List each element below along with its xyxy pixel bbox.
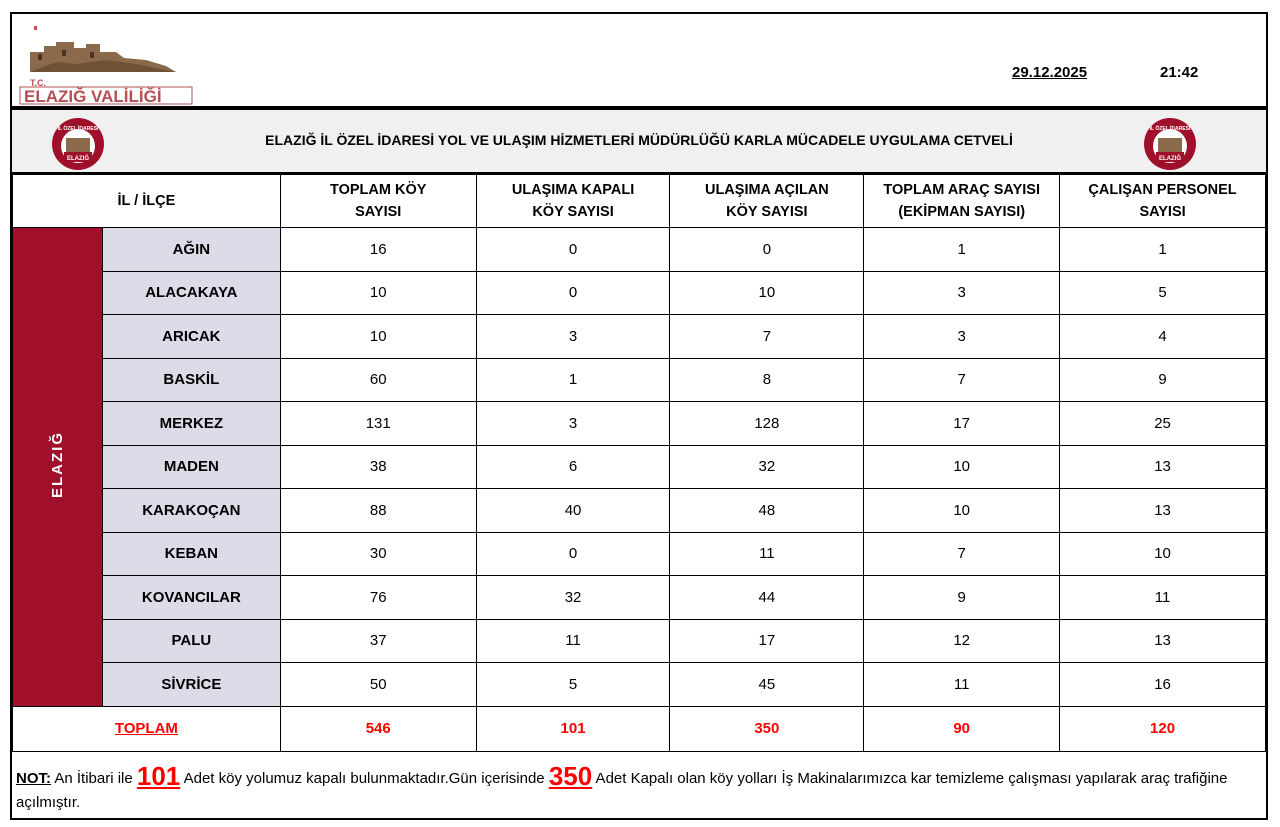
- cell-opened: 44: [670, 576, 864, 620]
- cell-opened: 11: [670, 532, 864, 576]
- table-row: [13, 402, 1266, 446]
- cell-opened: 10: [670, 271, 864, 315]
- cell-total: 10: [280, 271, 476, 315]
- total-vehicles-sum: 90: [864, 706, 1060, 751]
- cell-total: 88: [280, 489, 476, 533]
- header-il-ilce: İL / İLÇE: [13, 175, 281, 228]
- cell-staff: 5: [1060, 271, 1266, 315]
- cell-vehicles: 7: [864, 358, 1060, 402]
- note-text-3: Adet Kapalı olan köy yolları İş Makinalarımızca kar temizleme çalışması yapılarak araç trafiğine açılmıştır.: [16, 770, 1228, 811]
- note-opened-count: 350: [548, 761, 593, 791]
- report-time: 21:42: [1160, 64, 1199, 81]
- table-row: [13, 576, 1266, 620]
- cell-staff: 13: [1060, 445, 1266, 489]
- cell-opened: 128: [670, 402, 864, 446]
- emblem-right-arc-text: İL ÖZEL İDARESİ: [1149, 126, 1191, 132]
- cell-total: 38: [280, 445, 476, 489]
- totals-label: TOPLAM: [114, 720, 178, 737]
- cell-vehicles: 7: [864, 532, 1060, 576]
- table-row: [13, 489, 1266, 533]
- table-row: [13, 271, 1266, 315]
- footnote: [16, 761, 1256, 815]
- district-name: MERKEZ: [102, 402, 280, 446]
- cell-opened: 0: [670, 228, 864, 272]
- snow-report-table: [12, 174, 1266, 752]
- cell-total: 60: [280, 358, 476, 402]
- cell-staff: 10: [1060, 532, 1266, 576]
- header: [12, 14, 1266, 108]
- cell-staff: 13: [1060, 619, 1266, 663]
- table-row: [13, 532, 1266, 576]
- page-title: ELAZIĞ İL ÖZEL İDARESİ YOL VE ULAŞIM HİZMETLERİ MÜDÜRLÜĞÜ KARLA MÜCADELE UYGULAMA CETVELİ: [265, 132, 1013, 148]
- header-opened-villages: ULAŞIMA AÇILAN KÖY SAYISI: [670, 175, 864, 228]
- cell-closed: 5: [476, 663, 670, 707]
- cell-closed: 40: [476, 489, 670, 533]
- cell-closed: 3: [476, 315, 670, 359]
- table-row: [13, 445, 1266, 489]
- cell-staff: 4: [1060, 315, 1266, 359]
- cell-opened: 8: [670, 358, 864, 402]
- cell-vehicles: 10: [864, 489, 1060, 533]
- cell-vehicles: 10: [864, 445, 1060, 489]
- table-row: [13, 358, 1266, 402]
- district-name: PALU: [102, 619, 280, 663]
- header-closed-villages: ULAŞIMA KAPALI KÖY SAYISI: [476, 175, 670, 228]
- total-opened-sum: 350: [670, 706, 864, 751]
- cell-opened: 17: [670, 619, 864, 663]
- district-name: KEBAN: [102, 532, 280, 576]
- totals-label-cell: [13, 706, 281, 751]
- cell-total: 10: [280, 315, 476, 359]
- cell-closed: 1: [476, 358, 670, 402]
- cell-vehicles: 3: [864, 271, 1060, 315]
- cell-closed: 6: [476, 445, 670, 489]
- cell-opened: 32: [670, 445, 864, 489]
- cell-vehicles: 9: [864, 576, 1060, 620]
- district-name: AĞIN: [102, 228, 280, 272]
- cell-opened: 7: [670, 315, 864, 359]
- cell-total: 76: [280, 576, 476, 620]
- cell-closed: 0: [476, 271, 670, 315]
- document-frame: [10, 12, 1268, 820]
- il-label: ELAZIĞ: [48, 431, 66, 499]
- table-header-row: [13, 175, 1266, 228]
- table-row: [13, 315, 1266, 359]
- cell-vehicles: 12: [864, 619, 1060, 663]
- emblem-right-bottom-text: ELAZIĞ: [1159, 156, 1181, 162]
- cell-staff: 13: [1060, 489, 1266, 533]
- total-staff-sum: 120: [1060, 706, 1266, 751]
- cell-closed: 3: [476, 402, 670, 446]
- cell-closed: 11: [476, 619, 670, 663]
- cell-total: 50: [280, 663, 476, 707]
- note-label: NOT:: [16, 770, 51, 787]
- cell-vehicles: 1: [864, 228, 1060, 272]
- cell-vehicles: 3: [864, 315, 1060, 359]
- note-text-1: An İtibari ile: [51, 770, 137, 787]
- totals-row: [13, 706, 1266, 751]
- note-closed-count: 101: [136, 761, 181, 791]
- il-ozel-idaresi-emblem-right: [1142, 116, 1198, 172]
- table-row: [13, 619, 1266, 663]
- cell-closed: 32: [476, 576, 670, 620]
- header-staff: ÇALIŞAN PERSONEL SAYISI: [1060, 175, 1266, 228]
- cell-closed: 0: [476, 532, 670, 576]
- cell-staff: 16: [1060, 663, 1266, 707]
- logo-text: ELAZIĞ VALİLİĞİ: [24, 87, 162, 106]
- note-text-2: Adet köy yolumuz kapalı bulunmaktadır.Gün içerisinde: [180, 770, 549, 787]
- header-vehicles: TOPLAM ARAÇ SAYISI (EKİPMAN SAYISI): [864, 175, 1060, 228]
- il-label-cell: [13, 228, 103, 707]
- cell-total: 131: [280, 402, 476, 446]
- cell-staff: 11: [1060, 576, 1266, 620]
- cell-vehicles: 17: [864, 402, 1060, 446]
- title-bar: [12, 106, 1266, 174]
- district-name: ALACAKAYA: [102, 271, 280, 315]
- emblem-left-arc-text: İL ÖZEL İDARESİ: [57, 126, 99, 132]
- logo-prefix: T.C.: [30, 78, 47, 88]
- cell-vehicles: 11: [864, 663, 1060, 707]
- cell-staff: 1: [1060, 228, 1266, 272]
- cell-opened: 45: [670, 663, 864, 707]
- elazig-valiligi-logo: [16, 22, 196, 106]
- district-name: BASKİL: [102, 358, 280, 402]
- cell-staff: 9: [1060, 358, 1266, 402]
- cell-total: 16: [280, 228, 476, 272]
- district-name: KOVANCILAR: [102, 576, 280, 620]
- table-row: [13, 228, 1266, 272]
- report-date: 29.12.2025: [1012, 64, 1088, 81]
- district-name: MADEN: [102, 445, 280, 489]
- cell-opened: 48: [670, 489, 864, 533]
- cell-total: 37: [280, 619, 476, 663]
- total-villages-sum: 546: [280, 706, 476, 751]
- cell-total: 30: [280, 532, 476, 576]
- district-name: KARAKOÇAN: [102, 489, 280, 533]
- emblem-left-bottom-text: ELAZIĞ: [67, 156, 89, 162]
- district-name: ARICAK: [102, 315, 280, 359]
- cell-closed: 0: [476, 228, 670, 272]
- table-row: [13, 663, 1266, 707]
- total-closed-sum: 101: [476, 706, 670, 751]
- district-name: SİVRİCE: [102, 663, 280, 707]
- header-total-villages: TOPLAM KÖY SAYISI: [280, 175, 476, 228]
- cell-staff: 25: [1060, 402, 1266, 446]
